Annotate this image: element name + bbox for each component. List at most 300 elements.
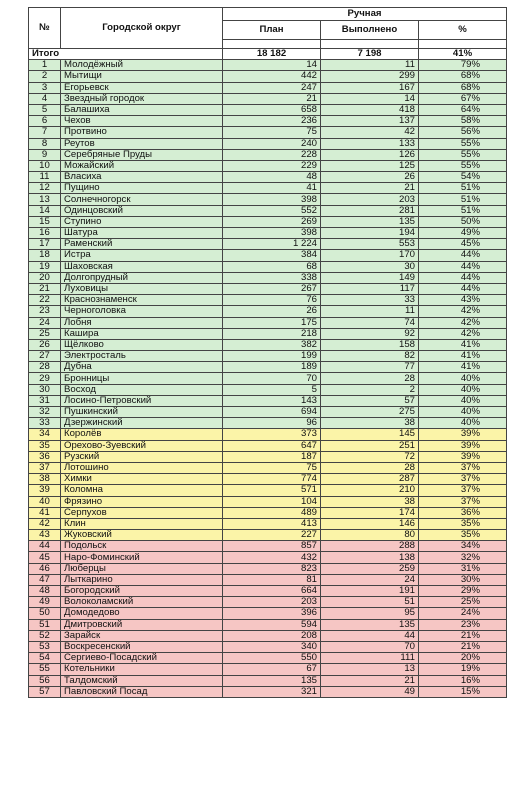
row-done: 288 bbox=[321, 541, 419, 552]
row-percent: 41% bbox=[419, 362, 507, 373]
table-row bbox=[29, 149, 507, 160]
row-district-name: Щёлково bbox=[61, 339, 223, 350]
row-plan: 658 bbox=[223, 104, 321, 115]
row-district-name: Павловский Посад bbox=[61, 686, 223, 697]
table-row bbox=[29, 160, 507, 171]
row-number: 1 bbox=[29, 60, 61, 71]
row-district-name: Котельники bbox=[61, 664, 223, 675]
row-number: 55 bbox=[29, 664, 61, 675]
row-plan: 26 bbox=[223, 306, 321, 317]
row-done: 418 bbox=[321, 104, 419, 115]
row-done: 11 bbox=[321, 60, 419, 71]
row-done: 26 bbox=[321, 172, 419, 183]
row-percent: 54% bbox=[419, 172, 507, 183]
row-number: 28 bbox=[29, 362, 61, 373]
row-done: 44 bbox=[321, 630, 419, 641]
row-percent: 42% bbox=[419, 306, 507, 317]
row-percent: 64% bbox=[419, 104, 507, 115]
table-row bbox=[29, 82, 507, 93]
row-district-name: Жуковский bbox=[61, 530, 223, 541]
table-row bbox=[29, 641, 507, 652]
row-percent: 23% bbox=[419, 619, 507, 630]
row-plan: 269 bbox=[223, 216, 321, 227]
row-plan: 70 bbox=[223, 373, 321, 384]
row-percent: 21% bbox=[419, 630, 507, 641]
row-percent: 39% bbox=[419, 429, 507, 440]
row-plan: 81 bbox=[223, 574, 321, 585]
table-row bbox=[29, 384, 507, 395]
row-district-name: Наро-Фоминский bbox=[61, 552, 223, 563]
table-row bbox=[29, 530, 507, 541]
row-done: 287 bbox=[321, 474, 419, 485]
row-percent: 40% bbox=[419, 373, 507, 384]
row-district-name: Протвино bbox=[61, 127, 223, 138]
row-plan: 398 bbox=[223, 228, 321, 239]
row-done: 210 bbox=[321, 485, 419, 496]
row-percent: 50% bbox=[419, 216, 507, 227]
row-district-name: Реутов bbox=[61, 138, 223, 149]
table-row bbox=[29, 261, 507, 272]
table-row bbox=[29, 586, 507, 597]
row-plan: 203 bbox=[223, 597, 321, 608]
row-plan: 373 bbox=[223, 429, 321, 440]
table-row bbox=[29, 653, 507, 664]
row-number: 23 bbox=[29, 306, 61, 317]
row-district-name: Ступино bbox=[61, 216, 223, 227]
table-row bbox=[29, 183, 507, 194]
row-done: 13 bbox=[321, 664, 419, 675]
row-district-name: Дзержинский bbox=[61, 418, 223, 429]
table-row bbox=[29, 597, 507, 608]
row-district-name: Луховицы bbox=[61, 283, 223, 294]
table-row bbox=[29, 485, 507, 496]
row-plan: 21 bbox=[223, 93, 321, 104]
row-number: 54 bbox=[29, 653, 61, 664]
row-plan: 228 bbox=[223, 149, 321, 160]
row-number: 35 bbox=[29, 440, 61, 451]
row-district-name: Кашира bbox=[61, 328, 223, 339]
row-number: 26 bbox=[29, 339, 61, 350]
table-row bbox=[29, 474, 507, 485]
header-num: № bbox=[29, 8, 61, 49]
row-district-name: Дубна bbox=[61, 362, 223, 373]
row-done: 111 bbox=[321, 653, 419, 664]
row-percent: 21% bbox=[419, 641, 507, 652]
row-done: 51 bbox=[321, 597, 419, 608]
table-row bbox=[29, 664, 507, 675]
total-row bbox=[29, 49, 507, 60]
row-district-name: Королёв bbox=[61, 429, 223, 440]
row-number: 38 bbox=[29, 474, 61, 485]
row-district-name: Власиха bbox=[61, 172, 223, 183]
table-row bbox=[29, 71, 507, 82]
row-number: 25 bbox=[29, 328, 61, 339]
row-district-name: Химки bbox=[61, 474, 223, 485]
row-done: 14 bbox=[321, 93, 419, 104]
row-plan: 75 bbox=[223, 462, 321, 473]
row-percent: 51% bbox=[419, 183, 507, 194]
table-row bbox=[29, 440, 507, 451]
row-done: 82 bbox=[321, 351, 419, 362]
row-done: 30 bbox=[321, 261, 419, 272]
table-row bbox=[29, 630, 507, 641]
row-percent: 41% bbox=[419, 351, 507, 362]
row-number: 51 bbox=[29, 619, 61, 630]
row-percent: 40% bbox=[419, 395, 507, 406]
row-number: 9 bbox=[29, 149, 61, 160]
row-plan: 382 bbox=[223, 339, 321, 350]
row-percent: 44% bbox=[419, 250, 507, 261]
row-number: 41 bbox=[29, 507, 61, 518]
row-plan: 396 bbox=[223, 608, 321, 619]
row-percent: 30% bbox=[419, 574, 507, 585]
row-done: 38 bbox=[321, 496, 419, 507]
row-percent: 37% bbox=[419, 462, 507, 473]
district-table-sheet bbox=[28, 7, 506, 698]
row-done: 72 bbox=[321, 451, 419, 462]
row-number: 44 bbox=[29, 541, 61, 552]
row-done: 92 bbox=[321, 328, 419, 339]
row-district-name: Истра bbox=[61, 250, 223, 261]
table-row bbox=[29, 104, 507, 115]
row-done: 11 bbox=[321, 306, 419, 317]
row-percent: 20% bbox=[419, 653, 507, 664]
row-number: 57 bbox=[29, 686, 61, 697]
table-row bbox=[29, 317, 507, 328]
header-done: Выполнено bbox=[321, 21, 419, 40]
row-district-name: Солнечногорск bbox=[61, 194, 223, 205]
row-done: 137 bbox=[321, 116, 419, 127]
row-plan: 664 bbox=[223, 586, 321, 597]
row-plan: 208 bbox=[223, 630, 321, 641]
row-number: 11 bbox=[29, 172, 61, 183]
row-district-name: Коломна bbox=[61, 485, 223, 496]
row-plan: 48 bbox=[223, 172, 321, 183]
row-plan: 552 bbox=[223, 205, 321, 216]
total-label: Итого bbox=[29, 49, 223, 60]
row-district-name: Электросталь bbox=[61, 351, 223, 362]
table-row bbox=[29, 239, 507, 250]
table-row bbox=[29, 507, 507, 518]
table-row bbox=[29, 306, 507, 317]
row-district-name: Можайский bbox=[61, 160, 223, 171]
header-group-manual: Ручная bbox=[223, 8, 507, 21]
table-row bbox=[29, 60, 507, 71]
total-plan: 18 182 bbox=[223, 49, 321, 60]
row-plan: 68 bbox=[223, 261, 321, 272]
row-number: 34 bbox=[29, 429, 61, 440]
row-done: 553 bbox=[321, 239, 419, 250]
table-row bbox=[29, 93, 507, 104]
row-number: 46 bbox=[29, 563, 61, 574]
row-district-name: Рузский bbox=[61, 451, 223, 462]
row-plan: 321 bbox=[223, 686, 321, 697]
row-district-name: Волоколамский bbox=[61, 597, 223, 608]
row-plan: 384 bbox=[223, 250, 321, 261]
table-row bbox=[29, 172, 507, 183]
row-percent: 55% bbox=[419, 149, 507, 160]
table-row bbox=[29, 228, 507, 239]
row-done: 28 bbox=[321, 462, 419, 473]
table-row bbox=[29, 351, 507, 362]
row-done: 33 bbox=[321, 295, 419, 306]
row-district-name: Богородский bbox=[61, 586, 223, 597]
row-district-name: Серпухов bbox=[61, 507, 223, 518]
row-plan: 199 bbox=[223, 351, 321, 362]
row-number: 27 bbox=[29, 351, 61, 362]
row-plan: 218 bbox=[223, 328, 321, 339]
row-number: 37 bbox=[29, 462, 61, 473]
row-plan: 413 bbox=[223, 518, 321, 529]
row-done: 28 bbox=[321, 373, 419, 384]
table-row bbox=[29, 250, 507, 261]
row-number: 33 bbox=[29, 418, 61, 429]
row-number: 17 bbox=[29, 239, 61, 250]
row-percent: 42% bbox=[419, 317, 507, 328]
row-number: 47 bbox=[29, 574, 61, 585]
row-done: 133 bbox=[321, 138, 419, 149]
row-number: 53 bbox=[29, 641, 61, 652]
row-percent: 44% bbox=[419, 283, 507, 294]
row-percent: 35% bbox=[419, 518, 507, 529]
row-done: 77 bbox=[321, 362, 419, 373]
row-number: 2 bbox=[29, 71, 61, 82]
row-number: 56 bbox=[29, 675, 61, 686]
row-percent: 31% bbox=[419, 563, 507, 574]
row-district-name: Воскресенский bbox=[61, 641, 223, 652]
row-plan: 104 bbox=[223, 496, 321, 507]
row-district-name: Люберцы bbox=[61, 563, 223, 574]
table-row bbox=[29, 138, 507, 149]
row-done: 149 bbox=[321, 272, 419, 283]
table-row bbox=[29, 272, 507, 283]
row-number: 30 bbox=[29, 384, 61, 395]
row-done: 299 bbox=[321, 71, 419, 82]
row-number: 48 bbox=[29, 586, 61, 597]
row-done: 21 bbox=[321, 183, 419, 194]
row-percent: 49% bbox=[419, 228, 507, 239]
table-row bbox=[29, 552, 507, 563]
row-done: 138 bbox=[321, 552, 419, 563]
row-done: 42 bbox=[321, 127, 419, 138]
row-percent: 40% bbox=[419, 384, 507, 395]
row-number: 5 bbox=[29, 104, 61, 115]
row-district-name: Долгопрудный bbox=[61, 272, 223, 283]
row-done: 167 bbox=[321, 82, 419, 93]
row-done: 38 bbox=[321, 418, 419, 429]
row-done: 125 bbox=[321, 160, 419, 171]
row-done: 170 bbox=[321, 250, 419, 261]
row-district-name: Бронницы bbox=[61, 373, 223, 384]
row-plan: 398 bbox=[223, 194, 321, 205]
table-row bbox=[29, 541, 507, 552]
row-plan: 14 bbox=[223, 60, 321, 71]
row-percent: 15% bbox=[419, 686, 507, 697]
row-plan: 67 bbox=[223, 664, 321, 675]
total-pct: 41% bbox=[419, 49, 507, 60]
row-number: 14 bbox=[29, 205, 61, 216]
row-plan: 175 bbox=[223, 317, 321, 328]
row-number: 6 bbox=[29, 116, 61, 127]
row-district-name: Молодёжный bbox=[61, 60, 223, 71]
row-number: 42 bbox=[29, 518, 61, 529]
row-done: 135 bbox=[321, 216, 419, 227]
row-district-name: Балашиха bbox=[61, 104, 223, 115]
row-plan: 75 bbox=[223, 127, 321, 138]
row-number: 19 bbox=[29, 261, 61, 272]
table-body bbox=[29, 49, 507, 698]
table-row bbox=[29, 429, 507, 440]
row-percent: 37% bbox=[419, 496, 507, 507]
row-district-name: Орехово-Зуевский bbox=[61, 440, 223, 451]
row-number: 29 bbox=[29, 373, 61, 384]
row-done: 135 bbox=[321, 619, 419, 630]
row-percent: 40% bbox=[419, 418, 507, 429]
header-spacer-plan bbox=[223, 40, 321, 49]
table-row bbox=[29, 407, 507, 418]
row-plan: 143 bbox=[223, 395, 321, 406]
header-spacer-done bbox=[321, 40, 419, 49]
row-plan: 236 bbox=[223, 116, 321, 127]
district-table bbox=[28, 7, 507, 698]
header-district: Городской округ bbox=[61, 8, 223, 49]
row-done: 70 bbox=[321, 641, 419, 652]
row-number: 49 bbox=[29, 597, 61, 608]
row-plan: 340 bbox=[223, 641, 321, 652]
row-percent: 68% bbox=[419, 71, 507, 82]
row-percent: 41% bbox=[419, 339, 507, 350]
row-done: 259 bbox=[321, 563, 419, 574]
table-row bbox=[29, 373, 507, 384]
row-done: 174 bbox=[321, 507, 419, 518]
row-percent: 68% bbox=[419, 82, 507, 93]
row-number: 36 bbox=[29, 451, 61, 462]
row-number: 15 bbox=[29, 216, 61, 227]
row-percent: 34% bbox=[419, 541, 507, 552]
row-percent: 35% bbox=[419, 530, 507, 541]
row-percent: 37% bbox=[419, 485, 507, 496]
row-district-name: Серебряные Пруды bbox=[61, 149, 223, 160]
table-row bbox=[29, 518, 507, 529]
row-done: 194 bbox=[321, 228, 419, 239]
row-plan: 489 bbox=[223, 507, 321, 518]
row-plan: 76 bbox=[223, 295, 321, 306]
row-plan: 432 bbox=[223, 552, 321, 563]
row-number: 39 bbox=[29, 485, 61, 496]
row-district-name: Фрязино bbox=[61, 496, 223, 507]
row-number: 20 bbox=[29, 272, 61, 283]
row-district-name: Черноголовка bbox=[61, 306, 223, 317]
row-number: 16 bbox=[29, 228, 61, 239]
table-row bbox=[29, 328, 507, 339]
row-done: 281 bbox=[321, 205, 419, 216]
row-district-name: Пушкинский bbox=[61, 407, 223, 418]
row-plan: 187 bbox=[223, 451, 321, 462]
row-plan: 247 bbox=[223, 82, 321, 93]
row-percent: 55% bbox=[419, 138, 507, 149]
row-number: 8 bbox=[29, 138, 61, 149]
row-percent: 44% bbox=[419, 272, 507, 283]
row-plan: 240 bbox=[223, 138, 321, 149]
table-row bbox=[29, 216, 507, 227]
row-done: 49 bbox=[321, 686, 419, 697]
row-percent: 42% bbox=[419, 328, 507, 339]
row-number: 22 bbox=[29, 295, 61, 306]
row-district-name: Пущино bbox=[61, 183, 223, 194]
row-district-name: Одинцовский bbox=[61, 205, 223, 216]
row-district-name: Восход bbox=[61, 384, 223, 395]
row-percent: 37% bbox=[419, 474, 507, 485]
row-district-name: Дмитровский bbox=[61, 619, 223, 630]
row-plan: 189 bbox=[223, 362, 321, 373]
table-row bbox=[29, 283, 507, 294]
table-row bbox=[29, 205, 507, 216]
row-district-name: Зарайск bbox=[61, 630, 223, 641]
row-percent: 43% bbox=[419, 295, 507, 306]
table-row bbox=[29, 574, 507, 585]
row-percent: 45% bbox=[419, 239, 507, 250]
row-plan: 823 bbox=[223, 563, 321, 574]
table-row bbox=[29, 608, 507, 619]
row-percent: 79% bbox=[419, 60, 507, 71]
table-row bbox=[29, 686, 507, 697]
row-done: 126 bbox=[321, 149, 419, 160]
table-row bbox=[29, 127, 507, 138]
row-district-name: Мытищи bbox=[61, 71, 223, 82]
table-row bbox=[29, 295, 507, 306]
row-percent: 40% bbox=[419, 407, 507, 418]
row-district-name: Егорьевск bbox=[61, 82, 223, 93]
table-row bbox=[29, 116, 507, 127]
table-row bbox=[29, 462, 507, 473]
table-row bbox=[29, 418, 507, 429]
table-row bbox=[29, 395, 507, 406]
table-row bbox=[29, 496, 507, 507]
row-number: 40 bbox=[29, 496, 61, 507]
row-done: 275 bbox=[321, 407, 419, 418]
total-done: 7 198 bbox=[321, 49, 419, 60]
row-percent: 36% bbox=[419, 507, 507, 518]
row-done: 203 bbox=[321, 194, 419, 205]
row-plan: 135 bbox=[223, 675, 321, 686]
row-done: 117 bbox=[321, 283, 419, 294]
row-percent: 29% bbox=[419, 586, 507, 597]
row-number: 10 bbox=[29, 160, 61, 171]
row-district-name: Шаховская bbox=[61, 261, 223, 272]
row-done: 80 bbox=[321, 530, 419, 541]
row-done: 146 bbox=[321, 518, 419, 529]
row-number: 3 bbox=[29, 82, 61, 93]
row-percent: 56% bbox=[419, 127, 507, 138]
row-district-name: Клин bbox=[61, 518, 223, 529]
row-district-name: Подольск bbox=[61, 541, 223, 552]
row-district-name: Талдомский bbox=[61, 675, 223, 686]
row-number: 18 bbox=[29, 250, 61, 261]
row-percent: 39% bbox=[419, 440, 507, 451]
row-district-name: Краснознаменск bbox=[61, 295, 223, 306]
table-row bbox=[29, 194, 507, 205]
row-done: 24 bbox=[321, 574, 419, 585]
row-plan: 857 bbox=[223, 541, 321, 552]
table-row bbox=[29, 675, 507, 686]
row-number: 13 bbox=[29, 194, 61, 205]
row-number: 52 bbox=[29, 630, 61, 641]
row-plan: 550 bbox=[223, 653, 321, 664]
row-plan: 229 bbox=[223, 160, 321, 171]
table-row bbox=[29, 451, 507, 462]
row-plan: 571 bbox=[223, 485, 321, 496]
table-row bbox=[29, 339, 507, 350]
